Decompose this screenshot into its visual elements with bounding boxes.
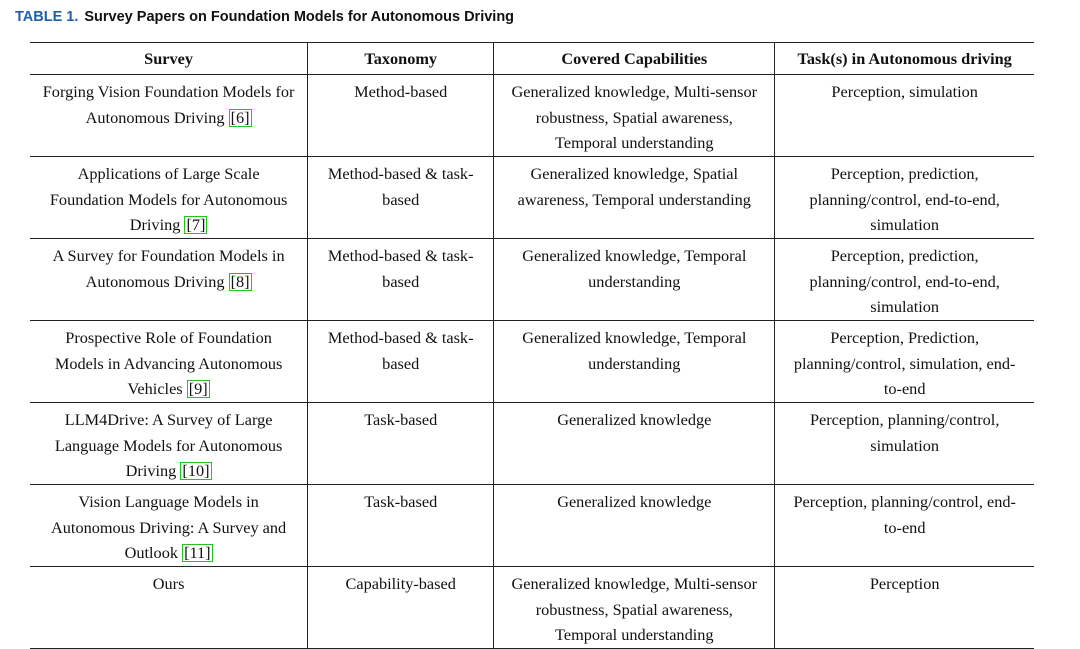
cell-survey <box>30 321 308 403</box>
header-tasks: Task(s) in Autonomous driving <box>775 43 1034 75</box>
cell-survey <box>30 485 308 567</box>
citation-link[interactable]: [9] <box>188 379 208 398</box>
cell-taxonomy: Capability-based <box>308 567 494 649</box>
citation-link[interactable]: [6] <box>230 107 250 127</box>
survey-title: Vision Language Models in Autonomous Driving: A Survey and Outlook <box>51 492 287 562</box>
cell-taxonomy: Method-based & task-based <box>308 321 494 403</box>
table-row <box>30 75 1034 157</box>
cell-survey <box>30 75 308 157</box>
citation-link[interactable]: [11] <box>184 543 211 562</box>
survey-title: LLM4Drive: A Survey of Large Language Models for Autonomous Driving <box>54 410 283 480</box>
table-row <box>30 239 1034 321</box>
cell-taxonomy: Method-based & task-based <box>308 239 494 321</box>
cell-taxonomy: Task-based <box>308 485 494 567</box>
cell-taxonomy: Method-based & task-based <box>308 157 494 239</box>
cell-tasks: Perception, simulation <box>775 75 1034 157</box>
cell-survey <box>30 403 308 485</box>
table-row <box>30 567 1034 649</box>
cell-tasks: Perception, prediction, planning/control, end-to-end, simulation <box>775 239 1034 321</box>
cell-capabilities: Generalized knowledge, Temporal understanding <box>494 239 775 321</box>
cell-tasks: Perception, planning/control, end-to-end <box>775 485 1034 567</box>
citation-link[interactable]: [7] <box>186 215 206 234</box>
citation-link[interactable]: [8] <box>230 271 250 291</box>
table-title: Survey Papers on Foundation Models for Autonomous Driving <box>84 9 515 25</box>
table-caption <box>15 9 514 25</box>
cell-capabilities: Generalized knowledge <box>494 485 775 567</box>
cell-survey <box>30 567 308 649</box>
header-taxonomy: Taxonomy <box>308 43 494 75</box>
survey-title: Applications of Large Scale Foundation Models for Autonomous Driving <box>49 164 288 234</box>
table-header-row <box>30 43 1034 75</box>
cell-tasks: Perception, planning/control, simulation <box>775 403 1034 485</box>
table-label: TABLE 1. <box>15 9 79 25</box>
survey-table <box>30 42 1034 649</box>
cell-capabilities: Generalized knowledge, Spatial awareness, Temporal understanding <box>494 157 775 239</box>
cell-survey <box>30 239 308 321</box>
citation-link[interactable]: [10] <box>182 461 210 480</box>
cell-tasks: Perception, Prediction, planning/control, simulation, end-to-end <box>775 321 1034 403</box>
cell-taxonomy: Task-based <box>308 403 494 485</box>
cell-capabilities: Generalized knowledge <box>494 403 775 485</box>
table-row <box>30 485 1034 567</box>
survey-title: Prospective Role of Foundation Models in Advancing Autonomous Vehicles <box>54 328 283 398</box>
cell-capabilities: Generalized knowledge, Multi-sensor robustness, Spatial awareness, Temporal understanding <box>494 75 775 157</box>
header-survey: Survey <box>144 49 194 68</box>
table-row <box>30 157 1034 239</box>
survey-title: Ours <box>152 574 185 593</box>
survey-title: A Survey for Foundation Models in Autonomous Driving <box>52 246 285 291</box>
survey-title: Forging Vision Foundation Models for Autonomous Driving <box>42 82 295 127</box>
header-capabilities: Covered Capabilities <box>494 43 775 75</box>
cell-taxonomy: Method-based <box>308 75 494 157</box>
cell-tasks: Perception, prediction, planning/control, end-to-end, simulation <box>775 157 1034 239</box>
cell-capabilities: Generalized knowledge, Temporal understanding <box>494 321 775 403</box>
table-row <box>30 321 1034 403</box>
cell-tasks: Perception <box>775 567 1034 649</box>
cell-capabilities: Generalized knowledge, Multi-sensor robustness, Spatial awareness, Temporal understanding <box>494 567 775 649</box>
cell-survey <box>30 157 308 239</box>
table-row <box>30 403 1034 485</box>
